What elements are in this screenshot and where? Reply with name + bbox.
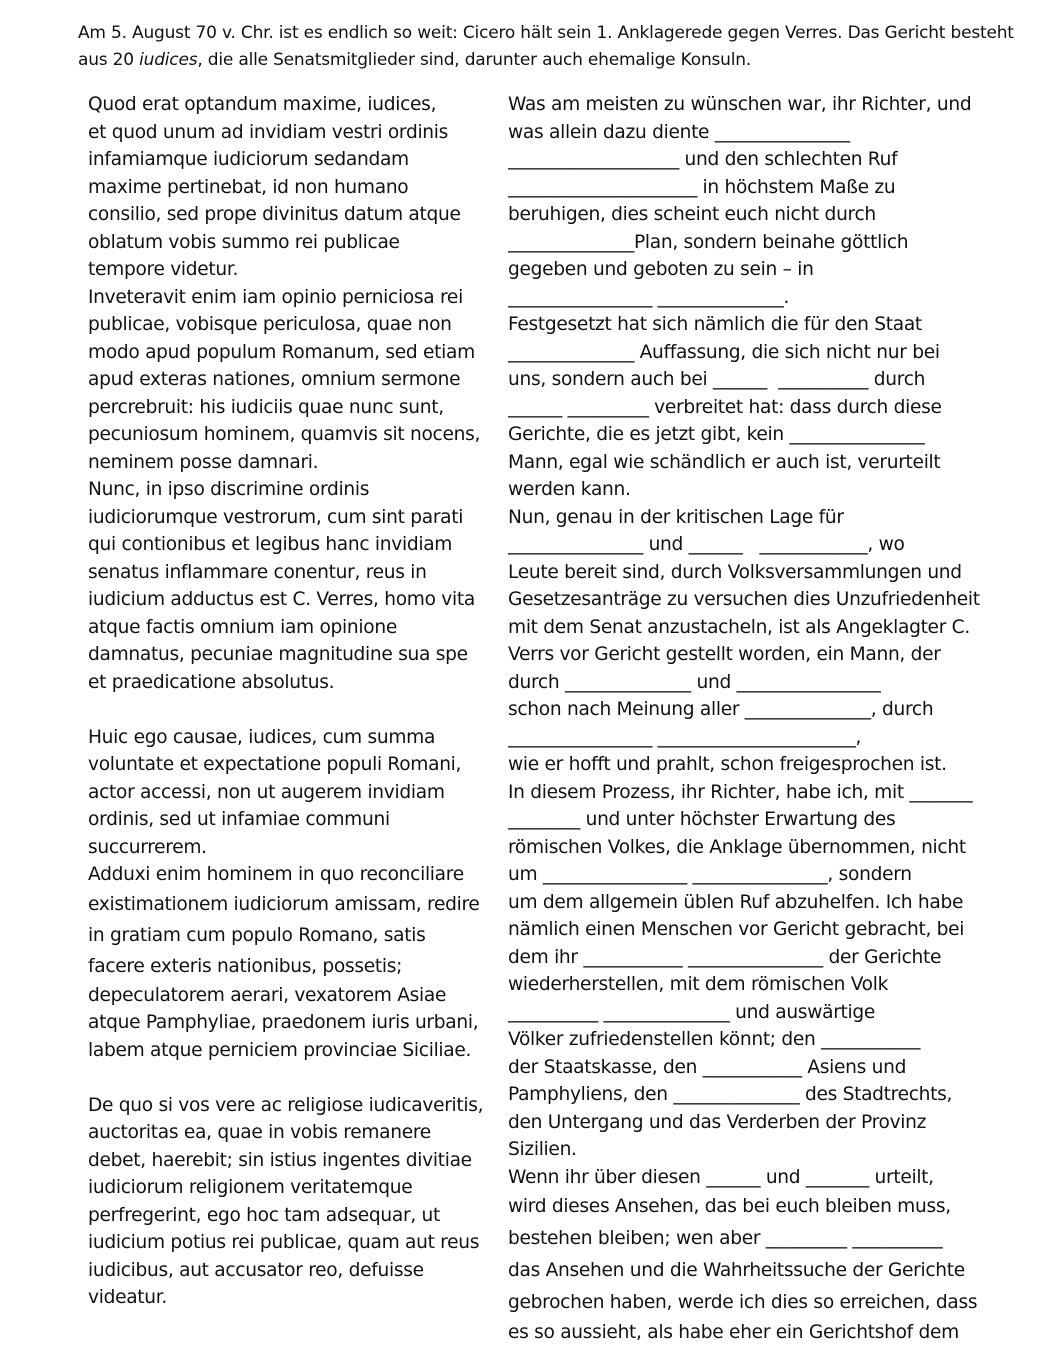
latin-line: et praedicatione absolutus.: [88, 671, 335, 693]
german-line: den Untergang und das Verderben der Provinz: [508, 1111, 927, 1133]
german-line: Gesetzesanträge zu versuchen dies Unzufriedenheit: [508, 589, 980, 610]
intro-text: [78, 20, 1018, 74]
german-line: schon nach Meinung aller ______________, durch: [508, 699, 934, 720]
latin-line: atque factis omnium iam opinione: [88, 616, 397, 638]
latin-line: succurrerem.: [88, 836, 207, 858]
latin-line: auctoritas ea, quae in vobis remanere: [88, 1122, 431, 1143]
latin-line: et quod unum ad invidiam vestri ordinis: [88, 121, 449, 143]
german-line: In diesem Prozess, ihr Richter, habe ich, mit _______: [508, 781, 973, 803]
german-line: ________ und unter höchster Erwartung des: [508, 809, 896, 830]
latin-line: oblatum vobis summo rei publicae: [88, 231, 400, 253]
latin-line: depeculatorem aerari, vexatorem Asiae: [88, 984, 447, 1006]
latin-line: iudicium adductus est C. Verres, homo vita: [88, 589, 475, 610]
latin-line: facere exteris nationibus, possetis;: [88, 955, 403, 977]
german-line: Wenn ihr über diesen ______ und _______ urteilt,: [508, 1166, 934, 1188]
latin-line: modo apud populum Romanum, sed etiam: [88, 341, 475, 363]
german-line: um ________________ _______________, sondern: [508, 864, 912, 885]
latin-line: Inveteravit enim iam opinio perniciosa rei: [88, 286, 463, 308]
german-line: dem ihr ___________ _______________ der Gerichte: [508, 946, 942, 968]
latin-line: Nunc, in ipso discrimine ordinis: [88, 479, 370, 500]
latin-line: qui contionibus et legibus hanc invidiam: [88, 534, 453, 555]
german-line: durch ______________ und ________________: [508, 671, 881, 693]
german-line: was allein dazu diente _______________: [508, 121, 850, 143]
german-line: __________ ______________ und auswärtige: [508, 1001, 876, 1023]
german-line: ________________ ______________________,: [508, 726, 862, 748]
latin-line: maxime pertinebat, id non humano: [88, 176, 409, 198]
latin-line: percrebruit: his iudiciis quae nunc sunt,: [88, 396, 444, 418]
latin-spacer: [88, 1064, 493, 1092]
latin-spacer: [88, 696, 493, 724]
german-line: mit dem Senat anzustacheln, ist als Angeklagter C.: [508, 616, 970, 638]
latin-line: damnatus, pecuniae magnitudine sua spe: [88, 644, 468, 665]
latin-line: iudiciorumque vestrorum, cum sint parati: [88, 506, 464, 528]
german-line: das Ansehen und die Wahrheitssuche der Gerichte: [508, 1260, 965, 1281]
german-line: gebrochen haben, werde ich dies so erreichen, dass: [508, 1292, 978, 1313]
german-line: uns, sondern auch bei ______ __________ durch: [508, 369, 926, 390]
intro-term-iudices: iudices: [139, 50, 198, 70]
latin-line: atque Pamphyliae, praedonem iuris urbani,: [88, 1012, 479, 1033]
german-line: wiederherstellen, mit dem römischen Volk: [508, 974, 889, 995]
german-line: _______________ und ______ ____________, wo: [508, 534, 905, 555]
german-line: werden kann.: [508, 479, 631, 500]
german-translation-column: [508, 91, 1018, 1347]
german-line: Verrs vor Gericht gestellt worden, ein Mann, der: [508, 644, 941, 665]
latin-line: De quo si vos vere ac religiose iudicaveritis,: [88, 1094, 484, 1116]
german-line: der Staatskasse, den ___________ Asiens und: [508, 1056, 907, 1078]
latin-line: ordinis, sed ut infamiae communi: [88, 809, 390, 830]
latin-line: Huic ego causae, iudices, cum summa: [88, 726, 436, 748]
german-line: römischen Volkes, die Anklage übernommen, nicht: [508, 836, 966, 858]
german-line: ______________Plan, sondern beinahe göttlich: [508, 231, 909, 253]
latin-line: iudicibus, aut accusator reo, defuisse: [88, 1259, 424, 1281]
latin-line: actor accessi, non ut augerem invidiam: [88, 781, 445, 803]
latin-column: [88, 91, 493, 1312]
german-line: ___________________ und den schlechten Ruf: [508, 149, 898, 170]
german-line: um dem allgemein üblen Ruf abzuhelfen. Ich habe: [508, 891, 964, 913]
latin-line: labem atque perniciem provinciae Siciliae.: [88, 1039, 472, 1061]
german-line: gegeben und geboten zu sein – in: [508, 259, 814, 280]
german-line: beruhigen, dies scheint euch nicht durch: [508, 204, 876, 225]
latin-line: publicae, vobisque periculosa, quae non: [88, 314, 452, 335]
german-line: Was am meisten zu wünschen war, ihr Richter, und: [508, 94, 972, 115]
intro-line-2: [78, 47, 1018, 74]
latin-line: perfregerint, ego hoc tam adsequar, ut: [88, 1204, 441, 1226]
latin-line: neminem posse damnari.: [88, 451, 319, 473]
latin-line: videatur.: [88, 1287, 168, 1308]
latin-line: in gratiam cum populo Romano, satis: [88, 924, 426, 946]
german-line: Pamphyliens, den ______________ des Stadtrechts,: [508, 1084, 953, 1105]
latin-line: iudicium potius rei publicae, quam aut reus: [88, 1232, 480, 1253]
intro-line-1: Am 5. August 70 v. Chr. ist es endlich so weit: Cicero hält sein 1. Anklagerede gegen Verres. Das Gericht besteht: [78, 23, 1014, 43]
german-line: wie er hofft und prahlt, schon freigesprochen ist.: [508, 754, 947, 775]
german-line: Leute bereit sind, durch Volksversammlungen und: [508, 561, 962, 583]
latin-line: senatus inflammare conentur, reus in: [88, 561, 427, 583]
latin-line: voluntate et expectatione populi Romani,: [88, 754, 462, 775]
german-line: nämlich einen Menschen vor Gericht gebracht, bei: [508, 919, 965, 940]
german-line: ______ _________ verbreitet hat: dass durch diese: [508, 396, 942, 418]
german-line: ______________ Auffassung, die sich nicht nur bei: [508, 341, 940, 363]
german-line: Gerichte, die es jetzt gibt, kein _______________: [508, 424, 925, 445]
german-line: ________________ ______________.: [508, 286, 790, 308]
latin-line: infamiamque iudiciorum sedandam: [88, 149, 409, 170]
intro-line-2-start: aus 20: [78, 50, 140, 70]
latin-line: consilio, sed prope divinitus datum atque: [88, 204, 461, 225]
german-line: Sizilien.: [508, 1139, 577, 1160]
intro-line-2-end: , die alle Senatsmitglieder sind, darunter auch ehemalige Konsuln.: [197, 50, 752, 70]
latin-line: Quod erat optandum maxime, iudices,: [88, 94, 437, 115]
latin-line: debet, haerebit; sin istius ingentes divitiae: [88, 1149, 472, 1171]
german-line: Völker zufriedenstellen könnt; den ___________: [508, 1029, 921, 1050]
latin-line: iudiciorum religionem veritatemque: [88, 1177, 413, 1198]
german-line: es so aussieht, als habe eher ein Gerichtshof dem: [508, 1322, 959, 1343]
german-line: Festgesetzt hat sich nämlich die für den Staat: [508, 314, 922, 335]
latin-line: apud exteras nationes, omnium sermone: [88, 369, 461, 390]
latin-line: existimationem iudiciorum amissam, redire: [88, 893, 480, 915]
latin-line: pecuniosum hominem, quamvis sit nocens,: [88, 424, 481, 445]
german-line: _____________________ in höchstem Maße zu: [508, 176, 896, 198]
latin-line: Adduxi enim hominem in quo reconciliare: [88, 864, 464, 885]
latin-line: tempore videtur.: [88, 259, 239, 280]
german-line: wird dieses Ansehen, das bei euch bleiben muss,: [508, 1196, 951, 1217]
german-line: Nun, genau in der kritischen Lage für: [508, 506, 844, 528]
german-line: Mann, egal wie schändlich er auch ist, verurteilt: [508, 451, 941, 473]
german-line: bestehen bleiben; wen aber _________ __________: [508, 1228, 943, 1249]
